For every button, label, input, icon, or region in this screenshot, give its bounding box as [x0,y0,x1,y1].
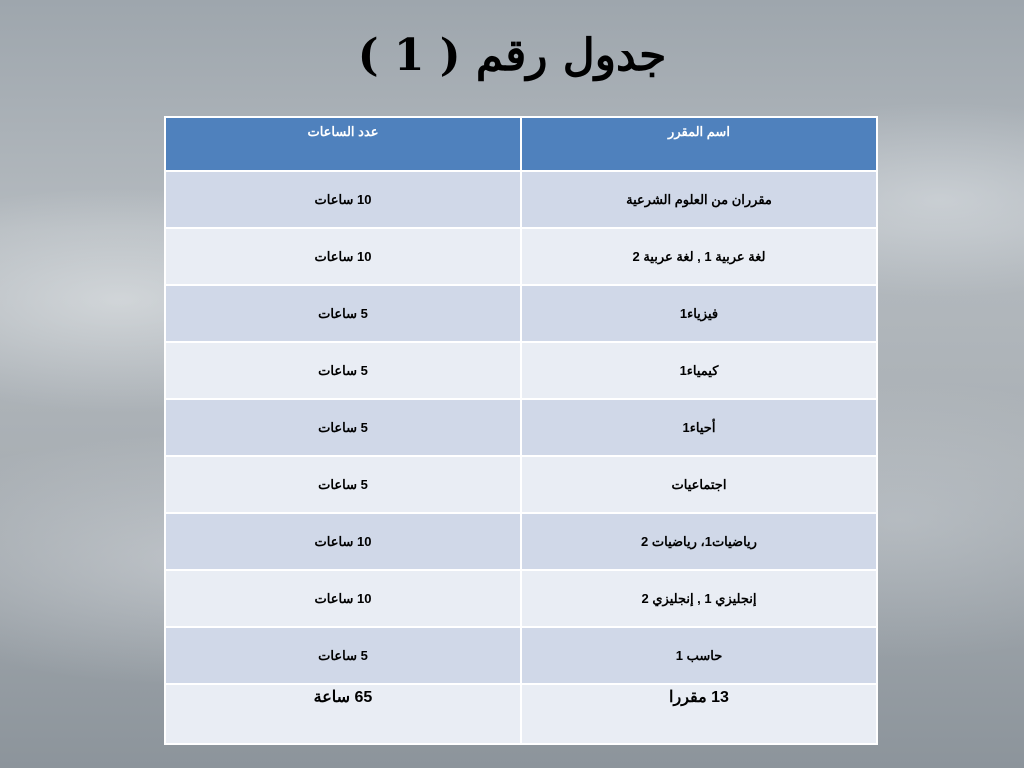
cell-hours: 10 ساعات [165,513,521,570]
table-row [165,513,877,570]
cell-course-name: اجتماعيات [521,456,877,513]
header-hours: عدد الساعات [165,117,521,171]
cell-course-name: أحياء1 [521,399,877,456]
cell-hours: 10 ساعات [165,570,521,627]
cell-course-name: إنجليزي 1 , إنجليزي 2 [521,570,877,627]
cell-course-name: كيمياء1 [521,342,877,399]
courses-table [164,116,878,745]
cell-hours: 5 ساعات [165,456,521,513]
cell-hours: 10 ساعات [165,228,521,285]
table-row [165,570,877,627]
table-row [165,285,877,342]
cell-course-name: حاسب 1 [521,627,877,684]
table-row [165,171,877,228]
cell-hours: 5 ساعات [165,285,521,342]
table-row [165,456,877,513]
table-row [165,399,877,456]
header-course-name: اسم المقرر [521,117,877,171]
cell-hours: 5 ساعات [165,399,521,456]
table-total-row [165,684,877,744]
cell-hours: 5 ساعات [165,627,521,684]
cell-hours: 5 ساعات [165,342,521,399]
cell-course-name: مقرران من العلوم الشرعية [521,171,877,228]
cell-course-name: فيزياء1 [521,285,877,342]
total-hours: 65 ساعة [165,684,521,744]
table-row [165,228,877,285]
table-row [165,627,877,684]
cell-course-name: لغة عربية 1 , لغة عربية 2 [521,228,877,285]
slide-title: جدول رقم ( 1 ) [357,30,667,81]
courses-table-container [164,116,876,740]
table-header-row [165,117,877,171]
total-course-count: 13 مقررا [521,684,877,744]
table-row [165,342,877,399]
cell-hours: 10 ساعات [165,171,521,228]
cell-course-name: رياضيات1، رياضيات 2 [521,513,877,570]
